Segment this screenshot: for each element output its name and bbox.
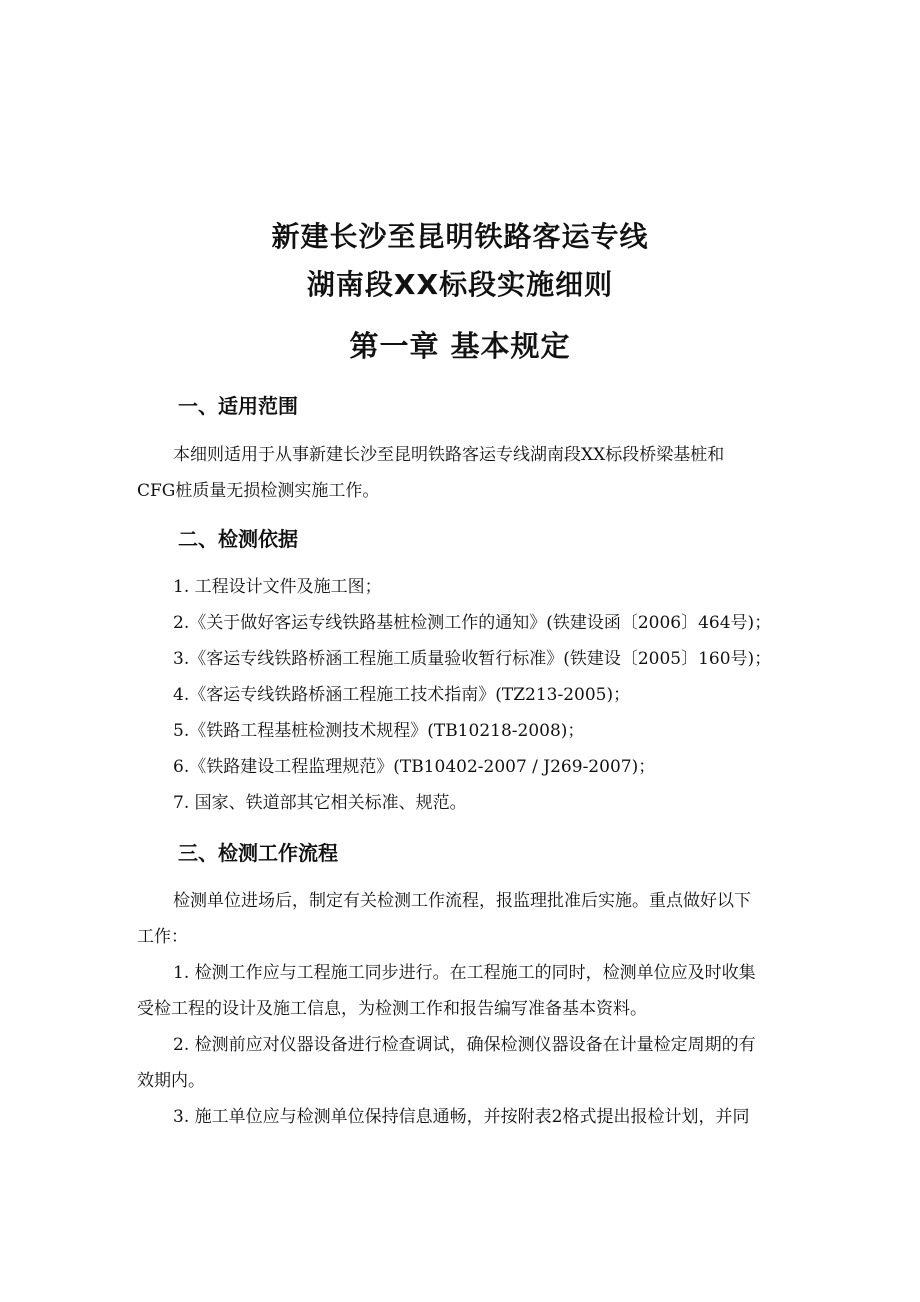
paragraph-line: 3. 施工单位应与检测单位保持信息通畅，并按附表2格式提出报检计划，并同 [173, 1107, 750, 1127]
doc-title-line-1: 新建长沙至昆明铁路客运专线 [271, 220, 649, 253]
paragraph-line: 工作： [137, 927, 188, 947]
paragraph-line: 本细则适用于从事新建长沙至昆明铁路客运专线湖南段XX标段桥梁基桩和 [173, 445, 725, 465]
chapter-title: 第一章 基本规定 [349, 329, 571, 363]
paragraph-line: 2. 检测前应对仪器设备进行检查调试，确保检测仪器设备在计量检定周期的有 [173, 1035, 756, 1055]
list-item: 5.《铁路工程基桩检测技术规程》(TB10218-2008)； [173, 721, 585, 741]
section-heading-basis: 二、检测依据 [178, 527, 298, 551]
paragraph-line: 受检工程的设计及施工信息，为检测工作和报告编写准备基本资料。 [137, 999, 647, 1019]
list-item: 4.《客运专线铁路桥涵工程施工技术指南》(TZ213-2005)； [173, 685, 631, 705]
paragraph-line: CFG桩质量无损检测实施工作。 [137, 481, 380, 501]
paragraph-line: 1. 检测工作应与工程施工同步进行。在工程施工的同时，检测单位应及时收集 [173, 963, 756, 983]
list-item: 3.《客运专线铁路桥涵工程施工质量验收暂行标准》(铁建设〔2005〕160号)； [173, 649, 772, 669]
paragraph-line: 效期内。 [137, 1071, 205, 1091]
section-heading-scope: 一、适用范围 [178, 394, 298, 418]
section-heading-workflow: 三、检测工作流程 [178, 841, 338, 865]
doc-title-line-2: 湖南段XX标段实施细则 [306, 268, 614, 301]
paragraph-line: 检测单位进场后，制定有关检测工作流程，报监理批准后实施。重点做好以下 [173, 891, 751, 911]
list-item: 2.《关于做好客运专线铁路基桩检测工作的通知》(铁建设函〔2006〕464号)； [173, 613, 772, 633]
list-item: 6.《铁路建设工程监理规范》(TB10402-2007 / J269-2007)； [173, 757, 656, 777]
list-item: 7. 国家、铁道部其它相关标准、规范。 [173, 793, 467, 813]
list-item: 1. 工程设计文件及施工图； [173, 577, 382, 597]
